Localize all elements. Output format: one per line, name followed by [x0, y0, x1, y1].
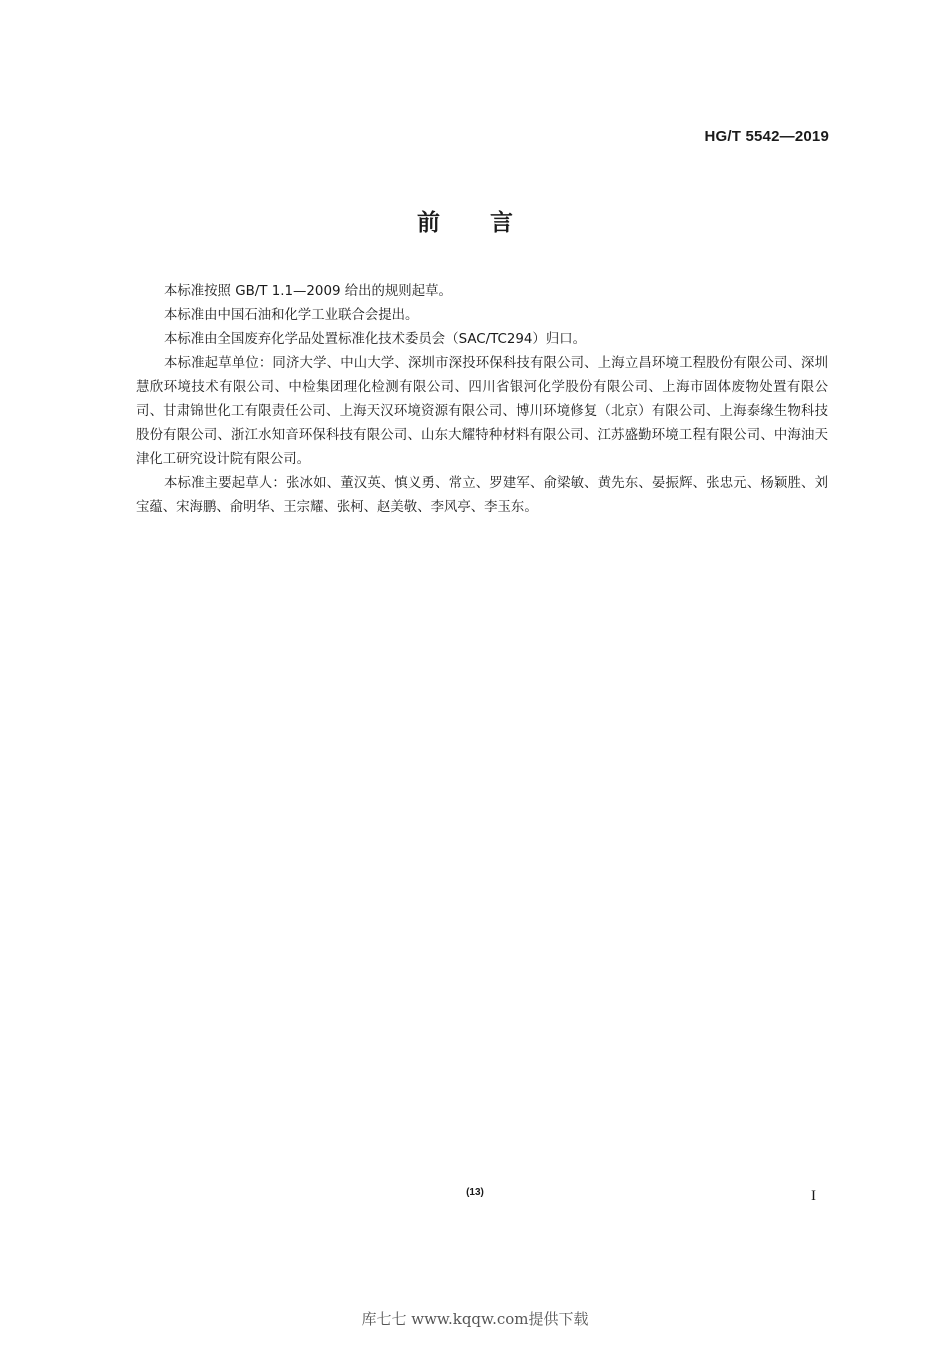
paragraph-proposer: 本标准由中国石油和化学工业联合会提出。 — [164, 308, 419, 323]
folio-number: (13) — [466, 1187, 484, 1198]
foreword-body — [136, 280, 828, 520]
paragraph-drafting-units: 本标准起草单位：同济大学、中山大学、深圳市深投环保科技有限公司、上海立昌环境工程股份有限公司、深圳慧欣环境技术有限公司、中检集团理化检测有限公司、四川省银河化学股份有限公司、上海市固体废物处置有限公司、甘肃锦世化工有限责任公司、上海天汉环境资源有限公司、博川环境修复（北京）有限公司、上海泰缘生物科技股份有限公司、浙江水知音环保科技有限公司、山东大耀特种材料有限公司、江苏盛勤环境工程有限公司、中海油天津化工研究设计院有限公司。 — [136, 356, 828, 467]
standard-code: HG/T 5542—2019 — [704, 128, 829, 145]
page-number: I — [811, 1188, 816, 1204]
page-title: 前言 — [417, 210, 563, 236]
paragraph-drafters: 本标准主要起草人：张冰如、董汉英、慎义勇、常立、罗建军、俞梁敏、黄先东、晏振辉、张忠元、杨颖胜、刘宝蕴、宋海鹏、俞明华、王宗耀、张柯、赵美敬、李风亭、李玉东。 — [136, 476, 828, 515]
paragraph-drafting-rules: 本标准按照 GB/T 1.1—2009 给出的规则起草。 — [164, 284, 452, 299]
paragraph-committee: 本标准由全国废弃化学品处置标准化技术委员会（SAC/TC294）归口。 — [164, 332, 586, 347]
download-watermark: 库七七 www.kqqw.com提供下载 — [361, 1310, 589, 1328]
